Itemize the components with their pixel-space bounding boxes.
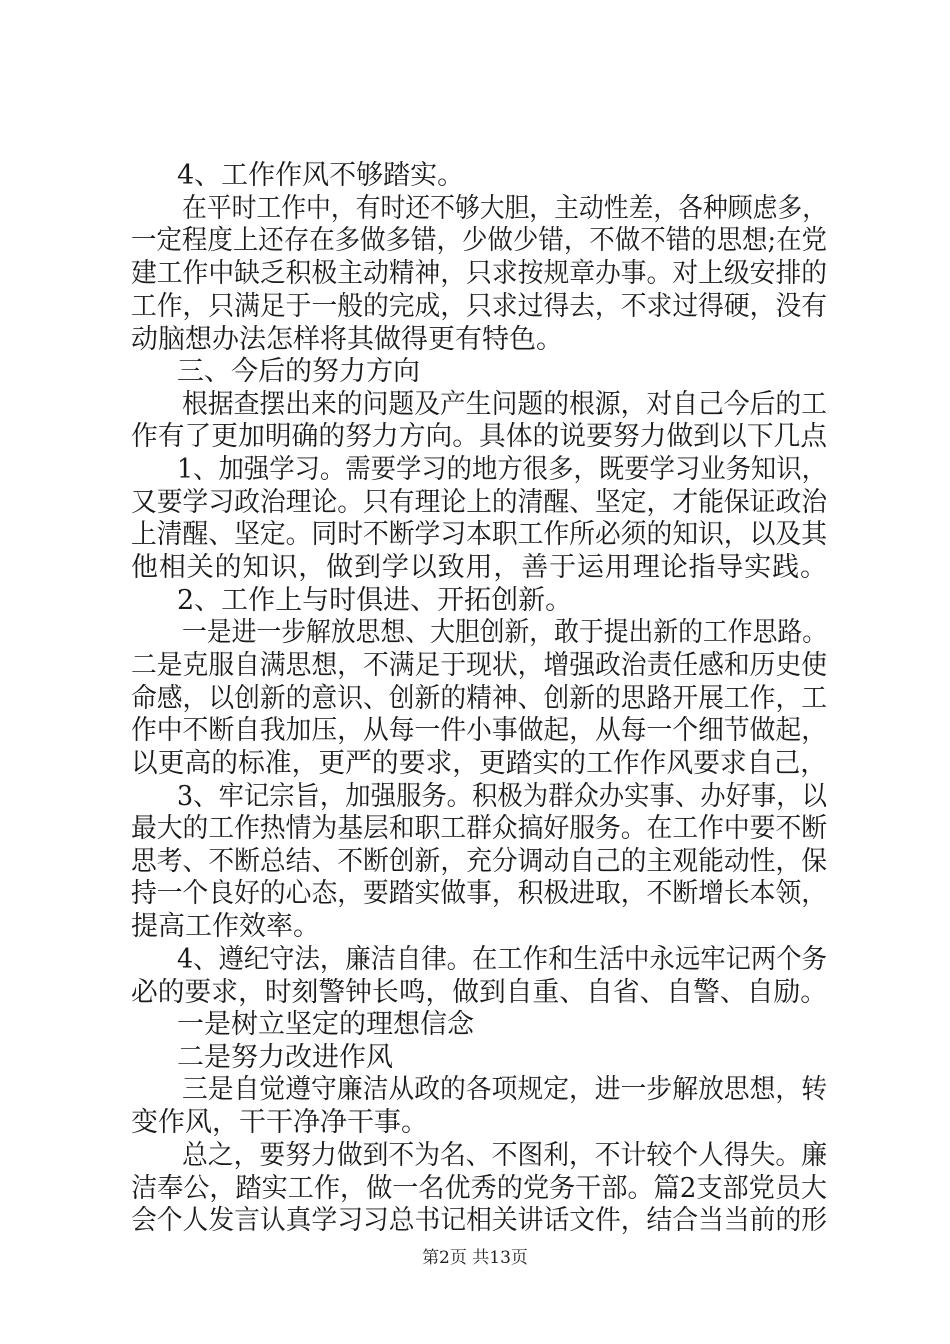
text-line-content: 洁奉公，踏实工作，做一名优秀的党务干部。篇2支部党员大	[131, 1173, 827, 1204]
text-line-content: 一是树立坚定的理想信念	[177, 1009, 474, 1040]
text-line-content: 变作风，干干净净干事。	[131, 1107, 428, 1138]
text-line-content: 提高工作效率。	[131, 911, 320, 942]
text-line-content: 三是自觉遵守廉洁从政的各项规定，进一步解放思想，转	[182, 1074, 827, 1105]
text-line-content: 在平时工作中，有时还不够大胆，主动性差，各种顾虑多，	[182, 193, 827, 224]
text-line-content: 4、工作作风不够踏实。	[177, 160, 465, 191]
text-line	[0, 518, 950, 552]
text-line	[0, 453, 950, 487]
text-line	[0, 1139, 950, 1173]
text-line-content: 必的要求，时刻警钟长鸣，做到自重、自省、自警、自励。	[131, 977, 827, 1008]
text-line	[0, 551, 950, 585]
text-line	[0, 649, 950, 683]
text-line-content: 3、牢记宗旨，加强服务。积极为群众办实事、办好事，以	[177, 781, 827, 812]
text-line-content: 会个人发言认真学习习总书记相关讲话文件，结合当当前的形	[131, 1205, 827, 1236]
text-line-content: 作有了更加明确的努力方向。具体的说要努力做到以下几点	[131, 421, 827, 452]
text-line-content: 工作，只满足于一般的完成，只求过得去，不求过得硬，没有	[131, 291, 827, 322]
text-line-content: 持一个良好的心态，要踏实做事，积极进取，不断增长本领，	[131, 878, 827, 909]
text-line	[0, 1106, 950, 1140]
text-line	[0, 290, 950, 324]
text-line-content: 2、工作上与时俱进、开拓创新。	[177, 585, 573, 616]
text-line	[0, 1041, 950, 1075]
text-line-content: 二是努力改进作风	[177, 1042, 393, 1073]
text-line-content: 作中不断自我加压，从每一件小事做起，从每一个细节做起，	[131, 715, 827, 746]
text-line	[0, 1204, 950, 1238]
text-line	[0, 943, 950, 977]
text-line-content: 他相关的知识，做到学以致用，善于运用理论指导实践。	[131, 552, 828, 583]
text-line	[0, 388, 950, 422]
text-line-content: 4、遵纪守法，廉洁自律。在工作和生活中永远牢记两个务	[177, 944, 827, 975]
text-line	[0, 159, 950, 193]
text-line	[0, 323, 950, 357]
text-line-content: 建工作中缺乏积极主动精神，只求按规章办事。对上级安排的	[131, 258, 827, 289]
text-line	[0, 877, 950, 911]
text-line	[0, 1073, 950, 1107]
text-line	[0, 682, 950, 716]
text-line-content: 又要学习政治理论。只有理论上的清醒、坚定，才能保证政治	[131, 487, 827, 518]
text-line	[0, 747, 950, 781]
text-line	[0, 420, 950, 454]
text-line	[0, 780, 950, 814]
text-line-content: 三、今后的努力方向	[177, 356, 420, 387]
text-line	[0, 224, 950, 258]
text-line-content: 上清醒、坚定。同时不断学习本职工作所必须的知识，以及其	[131, 519, 827, 550]
text-line	[0, 812, 950, 846]
text-line-content: 一定程度上还存在多做多错，少做少错，不做不错的思想;在党	[131, 225, 827, 256]
text-line-content: 一是进一步解放思想、大胆创新，敢于提出新的工作思路。	[182, 617, 827, 648]
page-footer: 第2页 共13页	[422, 1248, 528, 1268]
text-line	[0, 486, 950, 520]
text-line	[0, 845, 950, 879]
text-line	[0, 714, 950, 748]
text-line	[0, 355, 950, 389]
text-line-content: 动脑想办法怎样将其做得更有特色。	[131, 324, 563, 355]
text-line-content: 1、加强学习。需要学习的地方很多，既要学习业务知识，	[177, 454, 827, 485]
text-line	[0, 976, 950, 1010]
text-line-content: 思考、不断总结、不断创新，充分调动自己的主观能动性，保	[131, 846, 827, 877]
text-line	[0, 910, 950, 944]
text-line	[0, 1008, 950, 1042]
text-line	[0, 584, 950, 618]
text-line-content: 以更高的标准，更严的要求，更踏实的工作作风要求自己，	[131, 748, 827, 779]
text-line-content: 命感，以创新的意识、创新的精神、创新的思路开展工作，工	[131, 683, 827, 714]
text-line	[0, 616, 950, 650]
text-line	[0, 1172, 950, 1206]
text-line-content: 二是克服自满思想，不满足于现状，增强政治责任感和历史使	[131, 650, 827, 681]
text-line-content: 根据查摆出来的问题及产生问题的根源，对自己今后的工	[182, 389, 827, 420]
text-line	[0, 257, 950, 291]
text-line-content: 总之，要努力做到不为名、不图利，不计较个人得失。廉	[182, 1140, 827, 1171]
text-line	[0, 192, 950, 226]
text-line-content: 最大的工作热情为基层和职工群众搞好服务。在工作中要不断	[131, 813, 827, 844]
